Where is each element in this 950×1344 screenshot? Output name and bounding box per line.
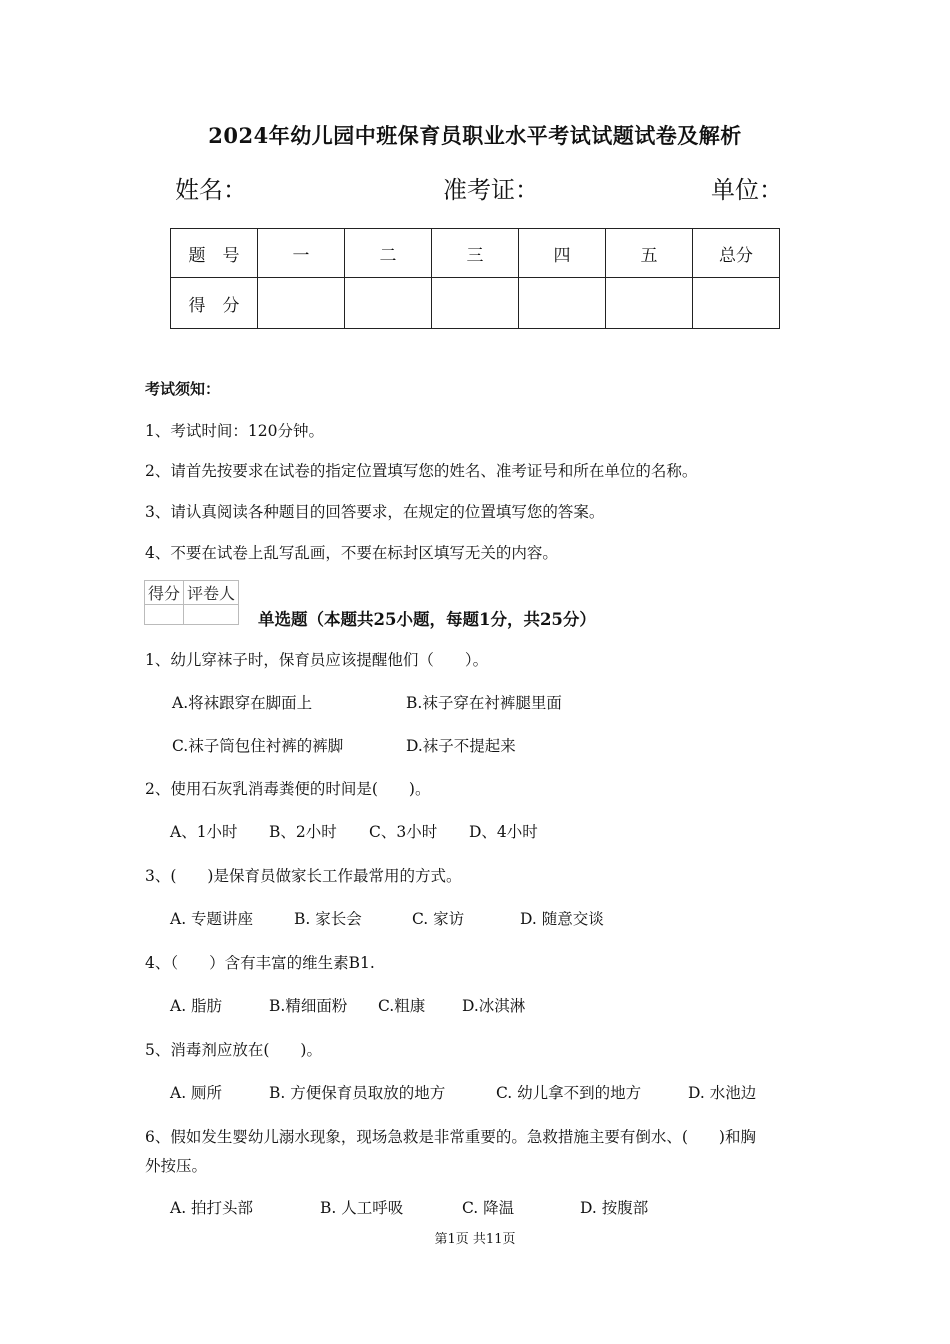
- question-option: C.袜子筒包住衬裤的裤脚: [172, 737, 344, 755]
- score-table-empty-cell[interactable]: [693, 278, 780, 329]
- notice-item: 2、请首先按要求在试卷的指定位置填写您的姓名、准考证号和所在单位的名称。: [145, 462, 698, 480]
- question-option: D.袜子不提起来: [406, 737, 516, 755]
- exam-id-field-label: 准考证：: [443, 176, 539, 204]
- question-option: C、3小时: [369, 823, 438, 841]
- grader-box-grader-label: 评卷人: [184, 581, 239, 605]
- score-table-header-cell: 四: [519, 229, 606, 278]
- question-option: D. 随意交谈: [520, 910, 604, 928]
- exam-title: 2024年幼儿园中班保育员职业水平考试试题试卷及解析: [208, 123, 742, 148]
- question-option: A、1小时: [170, 823, 238, 841]
- page-footer: 第1页 共11页: [434, 1232, 516, 1247]
- grader-box-score-label: 得分: [145, 581, 184, 605]
- score-table-header-cell: 二: [345, 229, 432, 278]
- score-table-empty-cell[interactable]: [345, 278, 432, 329]
- notice-heading: 考试须知：: [145, 380, 221, 398]
- question-stem: 2、使用石灰乳消毒粪便的时间是( )。: [145, 780, 431, 798]
- question-option: C. 幼儿拿不到的地方: [496, 1084, 642, 1102]
- score-table-header-cell: 题 号: [171, 229, 258, 278]
- question-option: A. 厕所: [170, 1084, 223, 1102]
- score-table-score-row: [171, 278, 780, 329]
- notice-item: 4、不要在试卷上乱写乱画，不要在标封区填写无关的内容。: [145, 544, 558, 562]
- question-option: A. 专题讲座: [170, 910, 254, 928]
- question-option: B. 方便保育员取放的地方: [269, 1084, 446, 1102]
- question-option: B. 人工呼吸: [320, 1199, 404, 1217]
- score-table-empty-cell[interactable]: [606, 278, 693, 329]
- question-option: A. 拍打头部: [170, 1199, 254, 1217]
- score-table-score-label: 得 分: [171, 278, 258, 329]
- question-option: B.精细面粉: [269, 997, 348, 1015]
- score-table-header-cell: 五: [606, 229, 693, 278]
- question-option: C. 家访: [412, 910, 465, 928]
- score-table-header-cell: 三: [432, 229, 519, 278]
- question-option: B. 家长会: [294, 910, 362, 928]
- score-table-empty-cell[interactable]: [519, 278, 606, 329]
- question-option: D.冰淇淋: [462, 997, 526, 1015]
- question-option: A. 脂肪: [170, 997, 223, 1015]
- grader-box-grader-cell[interactable]: [184, 605, 239, 625]
- score-table-header-cell: 总分: [693, 229, 780, 278]
- section-title: 单选题（本题共25小题，每题1分，共25分）: [258, 610, 596, 629]
- name-field-label: 姓名：: [175, 176, 247, 204]
- question-stem: 1、幼儿穿袜子时，保育员应该提醒他们（ ）。: [145, 651, 489, 669]
- grader-box: [144, 580, 239, 625]
- question-option: B.袜子穿在衬裤腿里面: [406, 694, 562, 712]
- notice-item: 3、请认真阅读各种题目的回答要求，在规定的位置填写您的答案。: [145, 503, 605, 521]
- question-option: D、4小时: [469, 823, 538, 841]
- question-option: B、2小时: [269, 823, 337, 841]
- question-stem-continuation: 外按压。: [145, 1157, 208, 1175]
- question-stem: 4、（ ）含有丰富的维生素B1.: [145, 954, 375, 972]
- unit-field-label: 单位：: [711, 176, 783, 204]
- notice-item: 1、考试时间：120分钟。: [145, 422, 324, 440]
- score-table-header-row: [171, 229, 780, 278]
- score-table-empty-cell[interactable]: [432, 278, 519, 329]
- score-table: [170, 228, 780, 329]
- question-option: C.粗康: [378, 997, 426, 1015]
- question-option: A.将袜跟穿在脚面上: [172, 694, 313, 712]
- question-stem: 5、消毒剂应放在( )。: [145, 1041, 322, 1059]
- question-stem: 3、( )是保育员做家长工作最常用的方式。: [145, 867, 462, 885]
- score-table-header-cell: 一: [258, 229, 345, 278]
- grader-box-score-cell[interactable]: [145, 605, 184, 625]
- question-stem: 6、假如发生婴幼儿溺水现象，现场急救是非常重要的。急救措施主要有倒水、( )和胸: [145, 1128, 756, 1146]
- question-option: D. 水池边: [688, 1084, 757, 1102]
- question-option: D. 按腹部: [580, 1199, 649, 1217]
- question-option: C. 降温: [462, 1199, 515, 1217]
- score-table-empty-cell[interactable]: [258, 278, 345, 329]
